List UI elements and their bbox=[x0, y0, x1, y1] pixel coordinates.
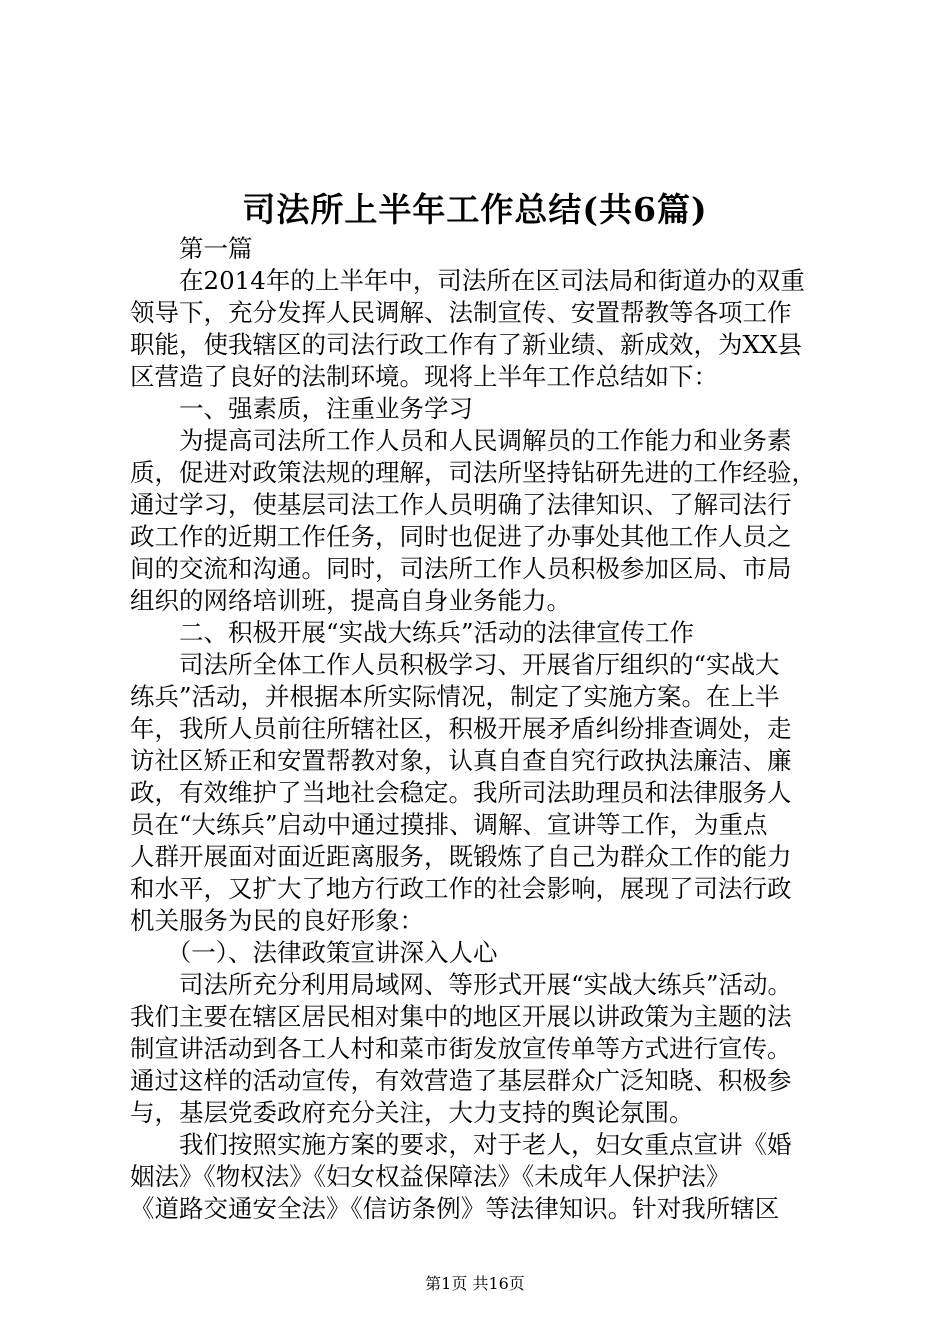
body-line: 司法所全体工作人员积极学习、开展省厅组织的“实战大 bbox=[130, 650, 780, 679]
body-line: 我们按照实施方案的要求，对于老人，妇女重点宣讲《婚 bbox=[130, 1130, 792, 1159]
body-line: 年，我所人员前往所辖社区，积极开展矛盾纠纷排查调处，走 bbox=[130, 714, 792, 743]
body-line: 访社区矫正和安置帮教对象，认真自查自究行政执法廉洁、廉 bbox=[130, 746, 792, 775]
body-line: 职能，使我辖区的司法行政工作有了新业绩、新成效，为XX县 bbox=[130, 330, 802, 359]
body-line: 第一篇 bbox=[130, 234, 253, 263]
body-line: 《道路交通安全法》《信访条例》等法律知识。针对我所辖区 bbox=[130, 1194, 780, 1223]
body-line: 领导下，充分发挥人民调解、法制宣传、安置帮教等各项工作 bbox=[130, 298, 792, 327]
section-heading: 一、强素质，注重业务学习 bbox=[130, 394, 473, 423]
body-line: 与，基层党委政府充分关注，大力支持的舆论氛围。 bbox=[130, 1098, 694, 1127]
body-line: 质，促进对政策法规的理解，司法所坚持钻研先进的工作经验， bbox=[130, 458, 816, 487]
body-line: 人群开展面对面近距离服务，既锻炼了自己为群众工作的能力 bbox=[130, 842, 792, 871]
subsection-heading: （一）、法律政策宣讲深入人心 bbox=[130, 938, 498, 967]
body-line: 机关服务为民的良好形象： bbox=[130, 906, 424, 935]
body-line: 我们主要在辖区居民相对集中的地区开展以讲政策为主题的法 bbox=[130, 1002, 792, 1031]
page-footer: 第1页 共16页 bbox=[425, 1274, 525, 1293]
body-line: 制宣讲活动到各工人村和菜市街发放宣传单等方式进行宣传。 bbox=[130, 1034, 792, 1063]
body-line: 司法所充分利用局域网、等形式开展“实战大练兵”活动。 bbox=[130, 970, 793, 999]
body-line: 政工作的近期工作任务，同时也促进了办事处其他工作人员之 bbox=[130, 522, 792, 551]
body-line: 通过学习，使基层司法工作人员明确了法律知识、了解司法行 bbox=[130, 490, 792, 519]
body-line: 间的交流和沟通。同时，司法所工作人员积极参加区局、市局 bbox=[130, 554, 792, 583]
body-line: 区营造了良好的法制环境。现将上半年工作总结如下： bbox=[130, 362, 718, 391]
section-heading: 二、积极开展“实战大练兵”活动的法律宣传工作 bbox=[130, 618, 695, 647]
body-line: 通过这样的活动宣传，有效营造了基层群众广泛知晓、积极参 bbox=[130, 1066, 792, 1095]
body-line: 在2014年的上半年中，司法所在区司法局和街道办的双重 bbox=[130, 266, 805, 295]
body-line: 和水平，又扩大了地方行政工作的社会影响，展现了司法行政 bbox=[130, 874, 792, 903]
body-line: 政，有效维护了当地社会稳定。我所司法助理员和法律服务人 bbox=[130, 778, 792, 807]
body-line: 姻法》《物权法》《妇女权益保障法》《未成年人保护法》 bbox=[130, 1162, 731, 1191]
body-line: 员在“大练兵”启动中通过摸排、调解、宣讲等工作，为重点 bbox=[130, 810, 768, 839]
body-line: 组织的网络培训班，提高自身业务能力。 bbox=[130, 586, 571, 615]
body-line: 为提高司法所工作人员和人民调解员的工作能力和业务素 bbox=[130, 426, 792, 455]
document-body bbox=[130, 233, 830, 1225]
body-line: 练兵”活动，并根据本所实际情况，制定了实施方案。在上半 bbox=[130, 682, 780, 711]
document-title: 司法所上半年工作总结(共6篇) bbox=[242, 190, 708, 229]
